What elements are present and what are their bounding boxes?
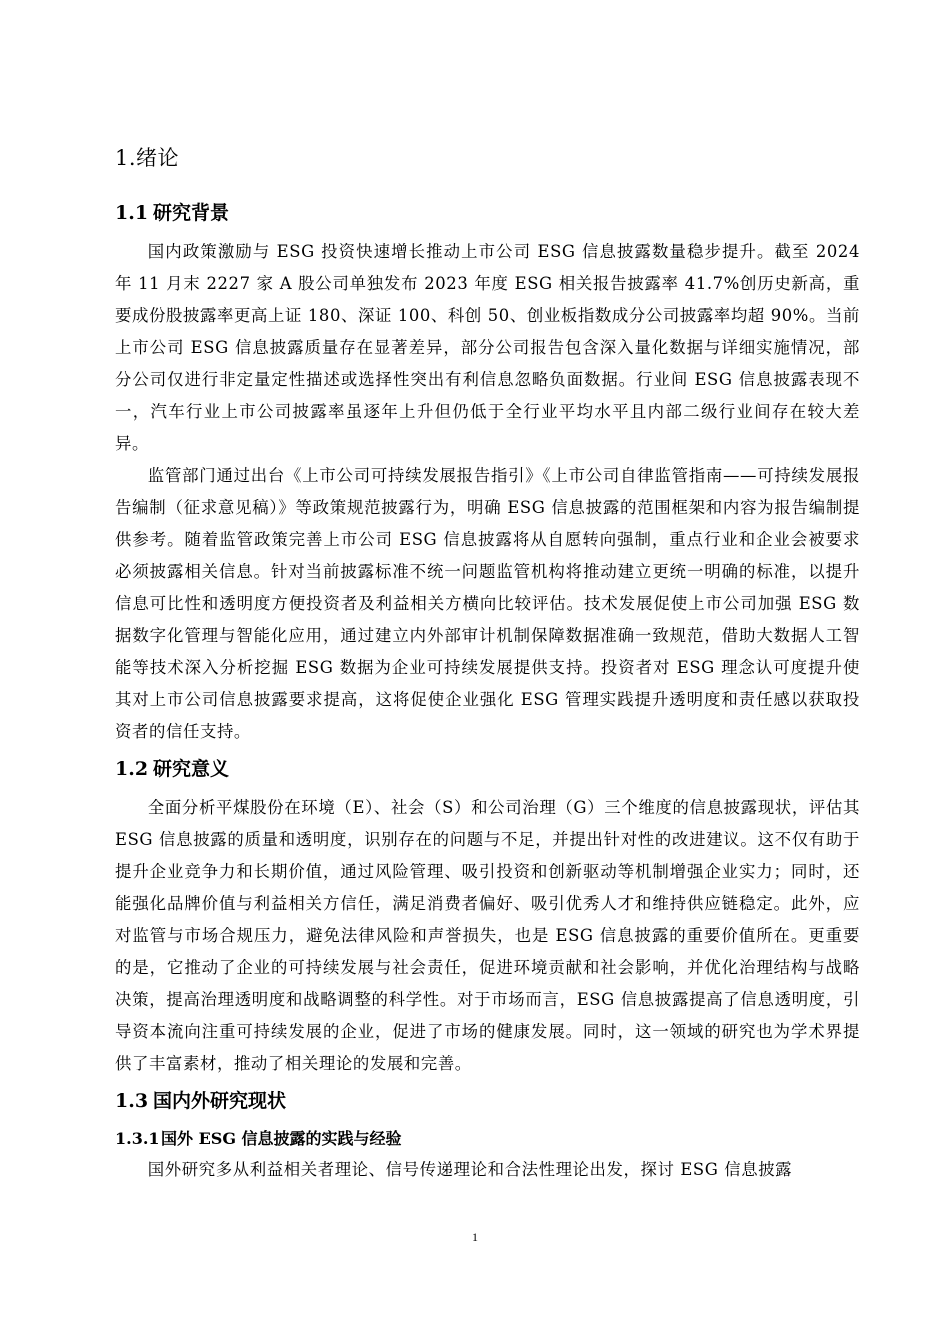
section-number: 1.1 (115, 202, 149, 224)
subsection-heading-1-3-1 (115, 1124, 860, 1154)
section-title-text: 研究背景 (153, 202, 230, 224)
section-number: 1.3 (115, 1090, 149, 1112)
body-paragraph: 全面分析平煤股份在环境（E）、社会（S）和公司治理（G）三个维度的信息披露现状，评估其 ESG 信息披露的质量和透明度，识别存在的问题与不足，并提出针对性的改进建议。这不仅有助于提升企业竞争力和长期价值，通过风险管理、吸引投资和创新驱动等机制增强企业实力；同时，还能强化品牌价值与利益相关方信任，满足消费者偏好、吸引优秀人才和维持供应链稳定。此外，应对监管与市场合规压力，避免法律风险和声誉损失，也是 ESG 信息披露的重要价值所在。更重要的是，它推动了企业的可持续发展与社会责任，促进环境贡献和社会影响，并优化治理结构与战略决策，提高治理透明度和战略调整的科学性。对于市场而言，ESG 信息披露提高了信息透明度，引导资本流向注重可持续发展的企业，促进了市场的健康发展。同时，这一领域的研究也为学术界提供了丰富素材，推动了相关理论的发展和完善。 (115, 798, 860, 1073)
subsection-number: 1.3.1 (115, 1129, 160, 1148)
section-heading-1-2 (115, 752, 860, 786)
body-paragraph: 监管部门通过出台《上市公司可持续发展报告指引》《上市公司自律监管指南——可持续发展报告编制（征求意见稿）》等政策规范披露行为，明确 ESG 信息披露的范围框架和内容为报告编制提供参考。随着监管政策完善上市公司 ESG 信息披露将从自愿转向强制，重点行业和企业会被要求必须披露相关信息。针对当前披露标准不统一问题监管机构将推动建立更统一明确的标准，以提升信息可比性和透明度方便投资者及利益相关方横向比较评估。技术发展促使上市公司加强 ESG 数据数字化管理与智能化应用，通过建立内外部审计机制保障数据准确一致规范，借助大数据人工智能等技术深入分析挖掘 ESG 数据为企业可持续发展提供支持。投资者对 ESG 理念认可度提升使其对上市公司信息披露要求提高，这将促使企业强化 ESG 管理实践提升透明度和责任感以获取投资者的信任支持。 (115, 466, 860, 741)
section-heading-1-3 (115, 1084, 860, 1118)
section-title-text: 研究意义 (153, 758, 230, 780)
page-content (115, 140, 860, 1186)
section-title-text: 国内外研究现状 (153, 1090, 287, 1112)
body-paragraph: 国外研究多从利益相关者理论、信号传递理论和合法性理论出发，探讨 ESG 信息披露 (147, 1160, 793, 1179)
subsection-title-text: 国外 ESG 信息披露的实践与经验 (161, 1129, 402, 1148)
section-number: 1.2 (115, 758, 149, 780)
page-number: 1 (472, 1230, 478, 1244)
section-heading-1-1 (115, 196, 860, 230)
chapter-title: 1.绪论 (115, 146, 180, 170)
body-paragraph: 国内政策激励与 ESG 投资快速增长推动上市公司 ESG 信息披露数量稳步提升。截至 2024 年 11 月末 2227 家 A 股公司单独发布 2023 年度 ESG 相关报告披露率 41.7%创历史新高，重要成份股披露率更高上证 180、深证 100、科创 50、创业板指数成分公司披露率均超 90%。当前上市公司 ESG 信息披露质量存在显著差异，部分公司报告包含深入量化数据与详细实施情况，部分公司仅进行非定量定性描述或选择性突出有利信息忽略负面数据。行业间 ESG 信息披露表现不一，汽车行业上市公司披露率虽逐年上升但仍低于全行业平均水平且内部二级行业间存在较大差异。 (115, 242, 860, 453)
